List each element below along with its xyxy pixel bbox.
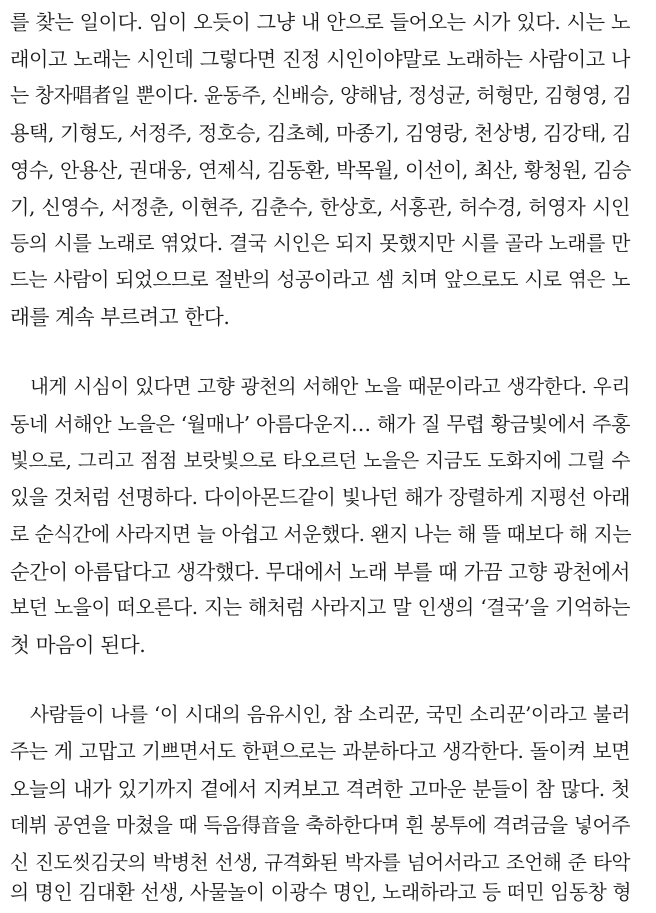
paragraph-1-line-4: 용택, 기형도, 서정주, 정호승, 김초혜, 마종기, 김영랑, 천상병, 김강태, 김: [10, 121, 632, 145]
paragraph-3-line-6: 의 명인 김대환 선생, 사물놀이 이광수 명인, 노래하라고 등 떠민 임동창 형: [10, 881, 632, 904]
paragraph-1-line-2: 래이고 노래는 시인데 그렇다면 진정 시인이야말로 노래하는 사람이고 나: [10, 47, 630, 71]
paragraph-2-line-5: 로 순식간에 사라지면 늘 아쉽고 서운했다. 왠지 나는 해 뜰 때보다 해 지는: [10, 523, 632, 546]
paragraph-1-line-1: 를 찾는 일이다. 임이 오듯이 그냥 내 안으로 들어오는 시가 있다. 시는 노: [10, 10, 630, 34]
paragraph-1-line-6: 기, 신영수, 서정춘, 이현주, 김춘수, 한상호, 서홍관, 허수경, 허영자 시인: [10, 195, 630, 219]
paragraph-2-line-7: 보던 노을이 떠오른다. 지는 해처럼 사라지고 말 인생의 ‘결국’을 기억하는: [10, 596, 630, 619]
paragraph-1-line-9: 래를 계속 부르려고 한다.: [10, 305, 230, 329]
paragraph-1-line-8: 드는 사람이 되었으므로 절반의 성공이라고 셈 치며 앞으로도 시로 엮은 노: [10, 268, 630, 291]
paragraph-2-line-3: 빛으로, 그리고 점점 보랏빛으로 타오르던 노을은 지금도 도화지에 그릴 수: [10, 449, 630, 472]
paragraph-2-line-4: 있을 것처럼 선명하다. 다이아몬드같이 빛나던 해가 장렬하게 지평선 아래: [10, 486, 630, 509]
paragraph-3-line-3: 오늘의 내가 있기까지 곁에서 지켜보고 격려한 고마운 분들이 참 많다. 첫: [10, 777, 630, 801]
paragraph-3-line-1: 사람들이 나를 ‘이 시대의 음유시인, 참 소리꾼, 국민 소리꾼’이라고 불러: [30, 703, 630, 726]
paragraph-1-line-3: 는 창자唱者일 뿐이다. 윤동주, 신배승, 양해남, 정성균, 허형만, 김형영, 김: [10, 84, 632, 107]
paragraph-3-line-2: 주는 게 고맙고 기쁘면서도 한편으로는 과분하다고 생각한다. 돌이켜 보면: [10, 740, 630, 763]
paragraph-2-line-8: 첫 마음이 된다.: [10, 633, 146, 657]
paragraph-3-line-4: 데뷔 공연을 마쳤을 때 득음得音을 축하한다며 흰 봉투에 격려금을 넣어주: [10, 814, 630, 837]
paragraph-3-line-5: 신 진도씻김굿의 박병천 선생, 규격화된 박자를 넘어서라고 조언해 준 타악: [10, 851, 630, 874]
paragraph-1-line-7: 등의 시를 노래로 엮었다. 결국 시인은 되지 못했지만 시를 골라 노래를 만: [10, 232, 630, 255]
paragraph-2-line-6: 순간이 아름답다고 생각했다. 무대에서 노래 부를 때 가끔 고향 광천에서: [10, 560, 630, 584]
paragraph-1-line-5: 영수, 안용산, 권대웅, 연제식, 김동환, 박목월, 이선이, 최산, 황청원, 김승: [10, 158, 632, 182]
paragraph-2-line-1: 내게 시심이 있다면 고향 광천의 서해안 노을 때문이라고 생각한다. 우리: [30, 375, 630, 398]
paragraph-2-line-2: 동네 서해안 노을은 ‘월매나’ 아름다운지… 해가 질 무렵 황금빛에서 주홍: [10, 412, 630, 436]
